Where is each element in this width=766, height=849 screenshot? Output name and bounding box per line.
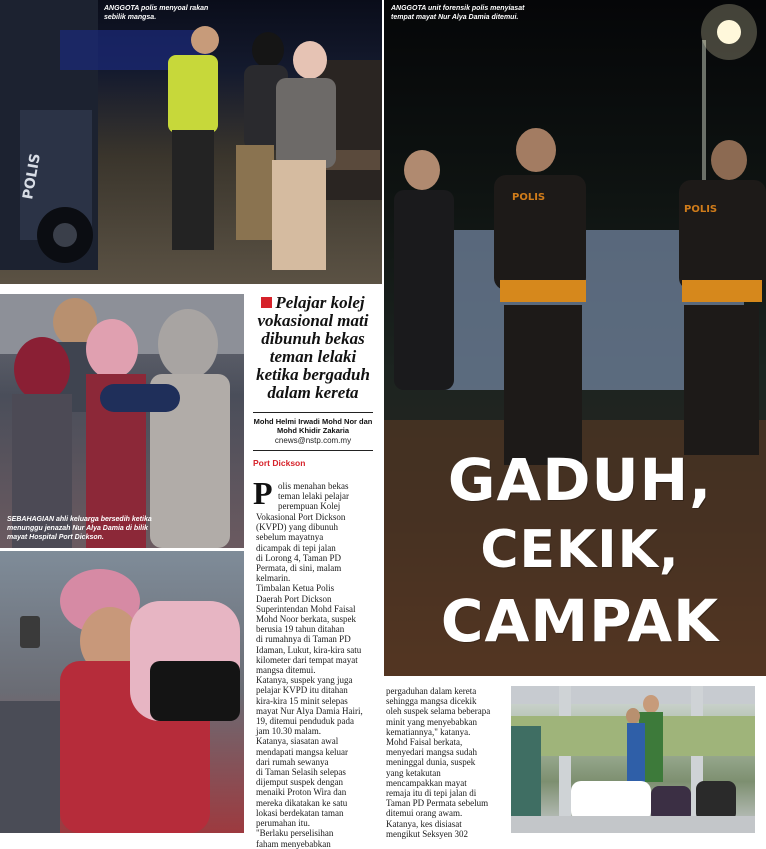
svg-text:POLIS: POLIS bbox=[684, 204, 718, 215]
article-headline-box bbox=[253, 294, 373, 402]
caption-text: ahli keluarga bersedih ketika menunggu jenazah Nur Alya Damia di bilik mayat Hospital Port Dickson. bbox=[7, 516, 152, 541]
article-headline bbox=[253, 294, 373, 402]
article-body-column-2: pergaduhan dalam kereta sehingga mangsa dicekik oleh suspek selama beberapa minit yang menyebabkan kematiannya," katanya. Mohd Faisal berkata, menyedari mangsa sudah meninggal dunia, suspek yang ketakutan mencampakkan mayat remaja itu di tepi jalan di Taman PD Permata sebelum ditemui orang awam. Katanya, kes disiasat mengikut Seksyen 302 bbox=[386, 686, 491, 839]
caption-lead: SEBAHAGIAN bbox=[7, 516, 55, 523]
byline-email[interactable]: cnews@nstp.com.my bbox=[274, 436, 352, 445]
big-headline-line-2: CEKIK, bbox=[480, 520, 680, 580]
red-square-marker bbox=[261, 297, 272, 308]
drop-cap: P bbox=[253, 475, 273, 511]
caption-lead: ANGGOTA bbox=[391, 5, 426, 12]
big-headline-line-3: CAMPAK bbox=[440, 587, 720, 655]
caption-police-questioning bbox=[104, 4, 224, 22]
article-body-first-lines: olis menahan bekas teman lelaki pelajar perempuan Kolej bbox=[278, 481, 349, 512]
photo-family-waiting bbox=[511, 686, 755, 833]
caption-text: unit forensik polis menyiasat tempat mayat Nur Alya Damia ditemui. bbox=[391, 5, 525, 21]
big-headline-line-1: GADUH, bbox=[447, 446, 713, 514]
photo-police-questioning bbox=[0, 0, 382, 284]
caption-family-grieving bbox=[7, 515, 157, 542]
svg-text:POLIS: POLIS bbox=[512, 192, 546, 203]
dateline: Port Dickson bbox=[253, 458, 306, 468]
caption-forensic-team bbox=[391, 4, 541, 22]
article-body-column-1: Vokasional Port Dickson (KVPD) yang dibunuh sebelum mayatnya dicampak di tepi jalan di Lorong 4, Taman PD Permata, di sini, malam kelmarin. Timbalan Ketua Polis Daerah Port Dickson Superintendan Mohd Faisal Mohd Noor berkata, suspek berusia 19 tahun ditahan di rumahnya di Taman PD Idaman, Lukut, kira-kira satu kilometer dari tempat mayat mangsa ditemui. Katanya, suspek yang juga pelajar KVPD itu ditahan kira-kira 15 minit selepas mayat Nur Alya Damia Hairi, 19, ditemui penduduk pada jam 10.30 malam. Katanya, siasatan awal mendapati mangsa keluar dari rumah sewanya di Taman Selasih selepas dijemput suspek dengan menaiki Proton Wira dan mereka dikatakan ke satu lokasi berdekatan taman perumahan itu. "Berlaku perselisihan faham menyebabkan bbox=[256, 512, 363, 849]
caption-text: polis menyoal rakan sebilik mangsa. bbox=[104, 5, 209, 21]
byline bbox=[253, 412, 373, 451]
caption-lead: ANGGOTA bbox=[104, 5, 139, 12]
photo-family-grieving bbox=[0, 294, 244, 548]
photo-woman-on-phone bbox=[0, 551, 244, 833]
byline-names: Mohd Helmi Irwadi Mohd Nor dan Mohd Khidir Zakaria bbox=[253, 417, 373, 435]
article-headline-text: Pelajar kolej vokasional mati dibunuh bekas teman lelaki ketika bergaduh dalam kereta bbox=[256, 293, 370, 402]
svg-text:POLIS: POLIS bbox=[20, 152, 44, 201]
